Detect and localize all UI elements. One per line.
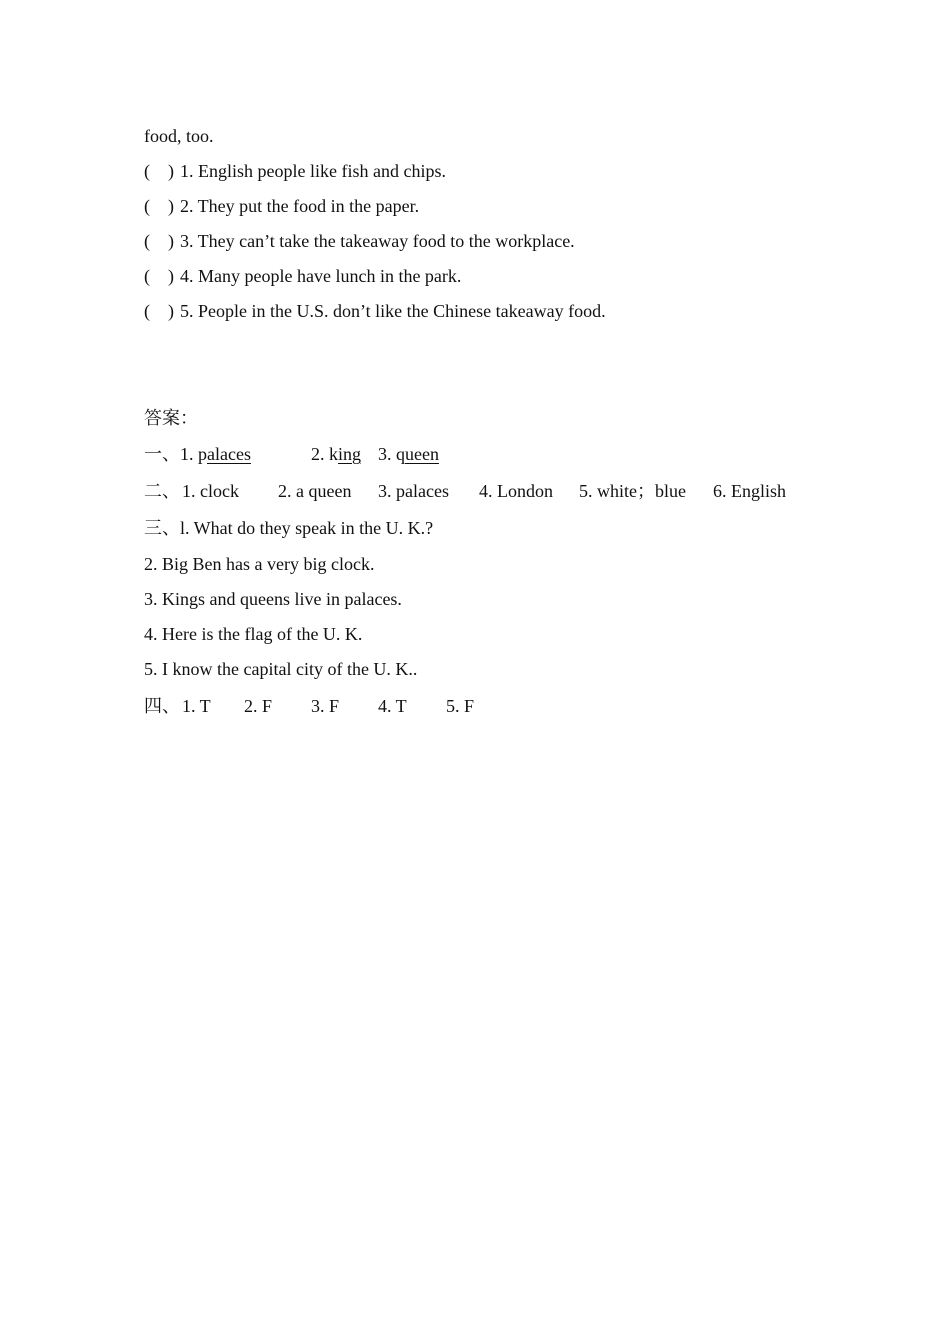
answer-item: 6. English	[713, 481, 787, 501]
answer-item: 4. T	[378, 696, 407, 716]
underlined-answer: ing	[338, 444, 362, 464]
answer-part-3-line: 2. Big Ben has a very big clock.	[144, 554, 375, 574]
underlined-answer: alaces	[207, 444, 251, 464]
answers-heading: 答案：	[144, 408, 198, 428]
passage-end-text: food, too.	[144, 126, 214, 146]
answer-item: 3. F	[311, 696, 340, 716]
answer-item: 4. London	[479, 481, 553, 501]
answer-prefix: 四、	[144, 696, 180, 716]
answer-prefix: 3. q	[378, 444, 405, 464]
answer-blank: ( )	[144, 161, 174, 181]
answer-item: 3. palaces	[378, 481, 449, 501]
question-text: 3. They can’t take the takeaway food to the workplace.	[180, 231, 575, 251]
answer-blank: ( )	[144, 231, 174, 251]
answer-item: 2. a queen	[278, 481, 352, 501]
answer-part-3-line: 5. I know the capital city of the U. K..	[144, 659, 418, 679]
answer-part-4	[144, 695, 475, 871]
question-text: 5. People in the U.S. don’t like the Chinese takeaway food.	[180, 301, 606, 321]
answer-part-3-line: 4. Here is the flag of the U. K.	[144, 624, 363, 644]
answer-prefix: 二、	[144, 481, 180, 501]
question-text: 1. English people like fish and chips.	[180, 161, 446, 181]
underlined-answer: ueen	[405, 444, 439, 464]
answer-blank: ( )	[144, 301, 174, 321]
answer-prefix: 一、1. p	[144, 444, 207, 464]
answer-prefix: 2. k	[311, 444, 338, 464]
answer-item: 5. white；blue	[579, 481, 686, 501]
answer-blank: ( )	[144, 266, 174, 286]
answer-item: 5. F	[446, 696, 475, 716]
tf-question	[144, 300, 606, 388]
answer-blank: ( )	[144, 196, 174, 216]
answer-part-3-line: 三、l. What do they speak in the U. K.?	[144, 518, 434, 538]
answer-item: 1. clock	[182, 481, 239, 501]
answer-item: 2. F	[244, 696, 273, 716]
answer-part-3-line: 3. Kings and queens live in palaces.	[144, 589, 402, 609]
answer-item: 1. T	[182, 696, 211, 716]
question-text: 2. They put the food in the paper.	[180, 196, 420, 216]
question-text: 4. Many people have lunch in the park.	[180, 266, 462, 286]
